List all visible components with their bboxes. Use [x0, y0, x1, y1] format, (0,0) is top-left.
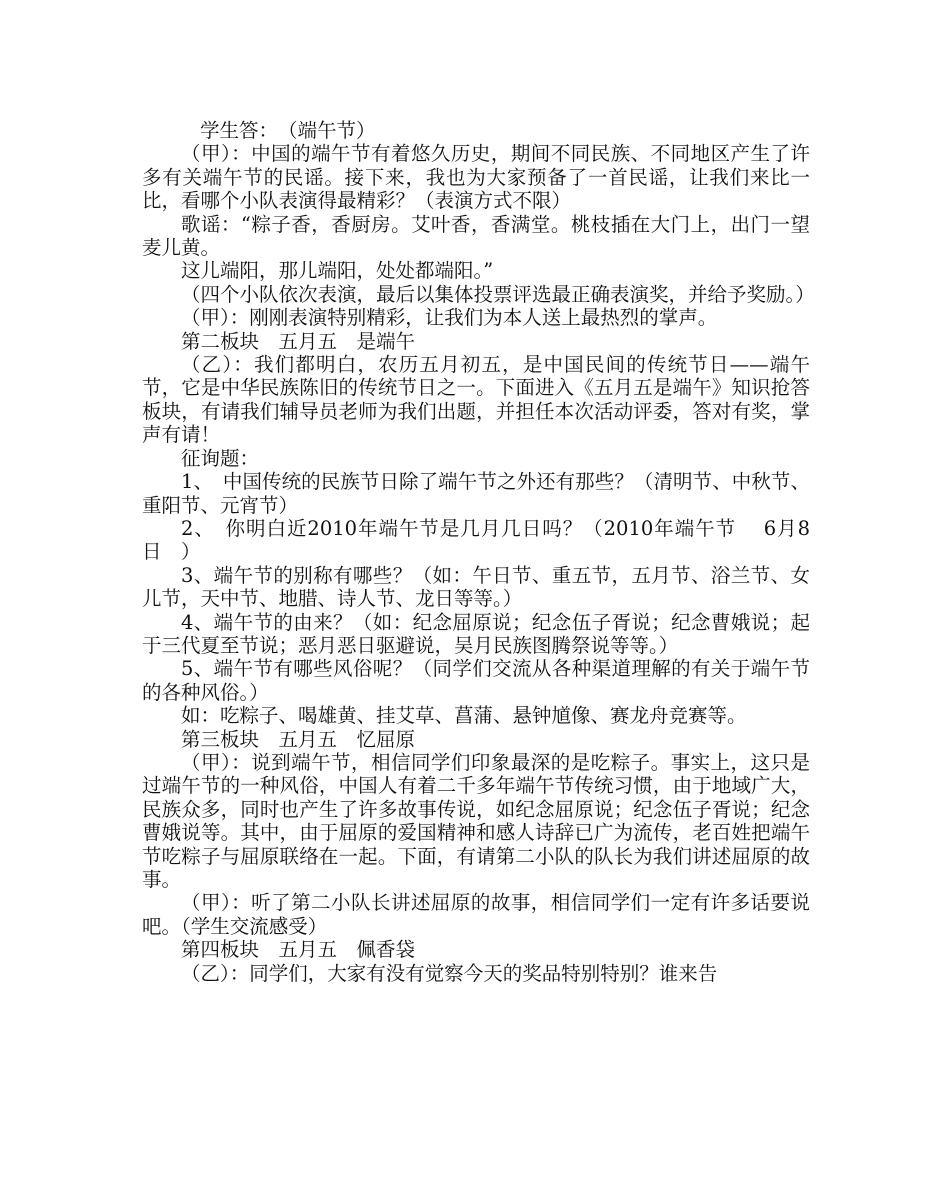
paragraph: 这儿端阳，那儿端阳，处处都端阳。”: [181, 259, 494, 283]
paragraph: 第二板块 五月五 是端午: [181, 329, 416, 353]
paragraph: 如：吃粽子、喝雄黄、挂艾草、菖蒲、悬钟馗像、赛龙舟竞赛等。: [181, 704, 747, 728]
document-body: [142, 119, 815, 985]
paragraph: 4、端午节的由来？（如：纪念屈原说；纪念伍子胥说；纪念曹娥说；起于三代夏至节说；恶月恶日驱避说，吴月民族图腾祭说等等。）: [142, 610, 810, 657]
paragraph: 5、端午节有哪些风俗呢？（同学们交流从各种渠道理解的有关于端午节的各种风俗。）: [142, 657, 810, 704]
paragraph: （乙）：同学们，大家有没有觉察今天的奖品特别特别？谁来告: [181, 961, 718, 985]
paragraph: 学生答： （端午节）: [200, 119, 376, 142]
paragraph: 歌谣：“粽子香，香厨房。艾叶香，香满堂。桃枝插在大门上，出门一望麦儿黄。: [142, 212, 810, 260]
paragraph: （四个小队依次表演，最后以集体投票评选最正确表演奖，并给予奖励。）: [181, 282, 815, 306]
paragraph: （甲）：刚刚表演特别精彩，让我们为本人送上最热烈的掌声。: [181, 306, 718, 330]
paragraph: 2、 你明白近2010年端午节是几月几日吗？（2010年端午节 6月8日 ）: [142, 516, 810, 564]
paragraph: 第三板块 五月五 忆屈原: [181, 727, 416, 751]
paragraph: （甲）：听了第二小队长讲述屈原的故事，相信同学们一定有许多话要说吧。（学生交流感受）: [142, 891, 810, 938]
paragraph: 征询题：: [181, 446, 260, 470]
paragraph: 第四板块 五月五 佩香袋: [181, 938, 416, 962]
paragraph: （甲）：中国的端午节有着悠久历史，期间不同民族、不同地区产生了许多有关端午节的民谣。接下来，我也为大家预备了一首民谣，让我们来比一比，看哪个小队表演得最精彩？（表演方式不限）: [142, 142, 810, 213]
paragraph: （乙）：我们都明白，农历五月初五，是中国民间的传统节日——端午节，它是中华民族陈旧的传统节日之一。下面进入《五月五是端午》知识抢答板块，有请我们辅导员老师为我们出题，并担任本次活动评委，答对有奖，掌声有请！: [142, 353, 810, 447]
paragraph: 1、 中国传统的民族节日除了端午节之外还有那些？（清明节、中秋节、重阳节、元宵节）: [142, 470, 810, 517]
paragraph: （甲）：说到端午节，相信同学们印象最深的是吃粽子。事实上，这只是过端午节的一种风俗，中国人有着二千多年端午节传统习惯，由于地域广大，民族众多，同时也产生了许多故事传说，如纪念屈原说；纪念伍子胥说；纪念曹娥说等。其中，由于屈原的爱国精神和感人诗辞已广为流传，老百姓把端午节吃粽子与屈原联络在一起。下面，有请第二小队的队长为我们讲述屈原的故事。: [142, 750, 810, 891]
paragraph: 3、端午节的别称有哪些？（如：午日节、重五节，五月节、浴兰节、女儿节，天中节、地腊、诗人节、龙日等等。）: [142, 563, 810, 611]
